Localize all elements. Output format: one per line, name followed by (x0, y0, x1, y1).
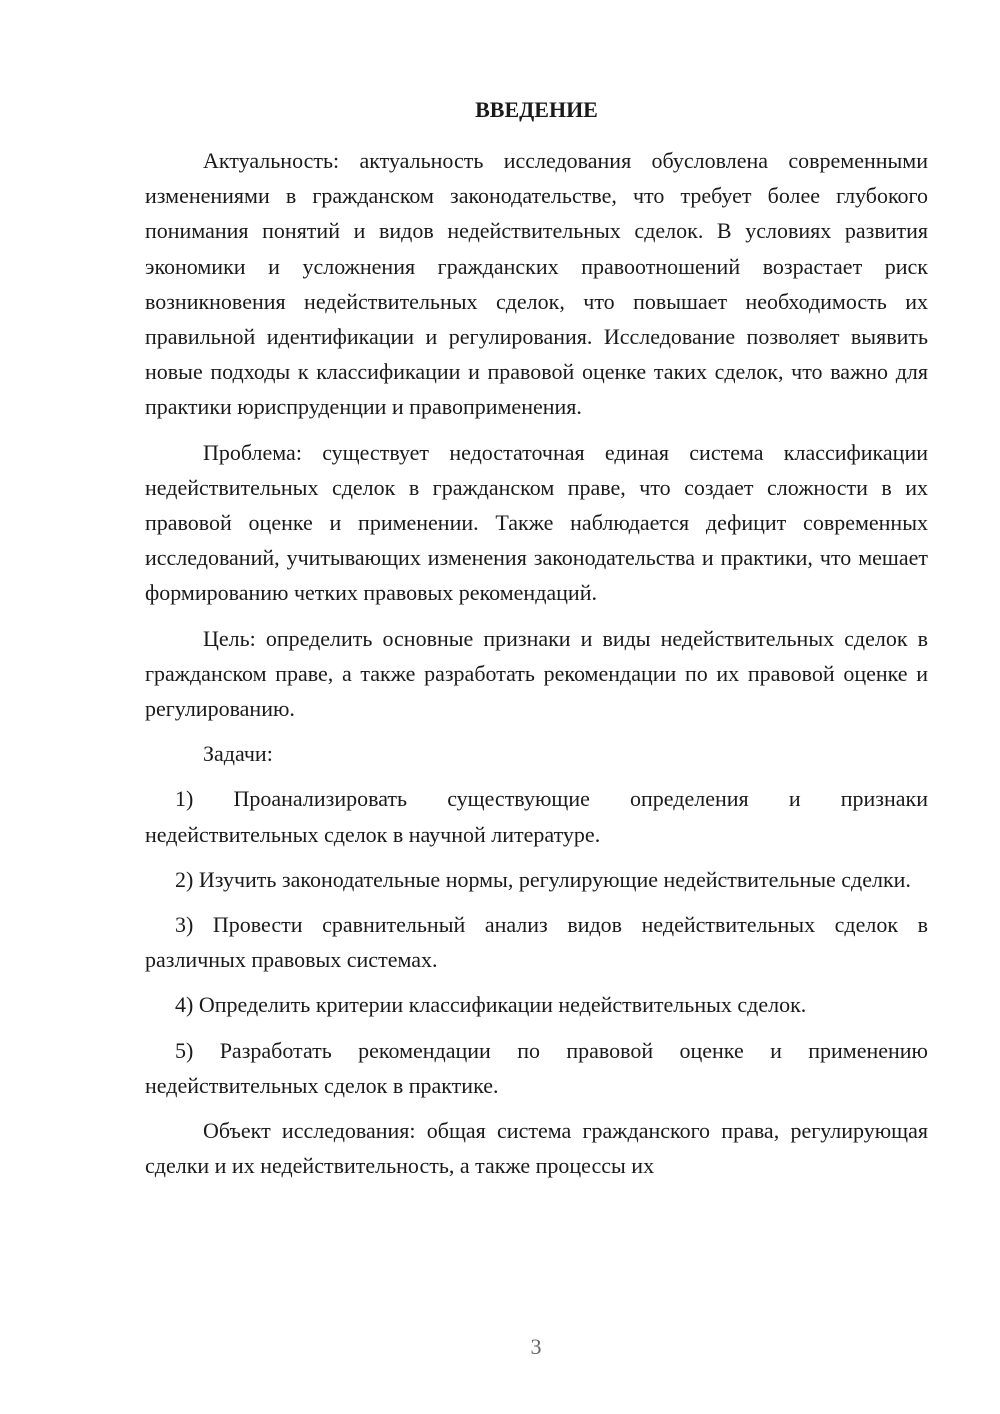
task-item-5: 5) Разработать рекомендации по правовой оценке и применению недействительных сделок в практике. (145, 1037, 928, 1098)
task-item-4: 4) Определить критерии классификации недействительных сделок. (175, 992, 807, 1018)
paragraph-problem: Проблема: существует недостаточная единая система классификации недействительных сделок в гражданском праве, что создает сложности в их правовой оценке и применении. Также наблюдается дефицит современных исследований, учитывающих изменения законодательства и практики, что мешает формированию четких правовых рекомендаций. (145, 439, 928, 606)
page-number: 3 (530, 1334, 542, 1359)
tasks-heading: Задачи: (203, 741, 273, 767)
task-item-2: 2) Изучить законодательные нормы, регулирующие недействительные сделки. (175, 866, 911, 892)
paragraph-object: Объект исследования: общая система гражданского права, регулирующая сделки и их недействительность, а также процессы их (145, 1118, 928, 1179)
task-item-1: 1) Проанализировать существующие определения и признаки недействительных сделок в научной литературе. (145, 786, 928, 847)
paragraph-relevance: Актуальность: актуальность исследования обусловлена современными изменениями в гражданском законодательстве, что требует более глубокого понимания понятий и видов недействительных сделок. В условиях развития экономики и усложнения гражданских правоотношений возрастает риск возникновения недействительных сделок, что повышает необходимость их правильной идентификации и регулирования. Исследование позволяет выявить новые подходы к классификации и правовой оценке таких сделок, что важно для практики юриспруденции и правоприменения. (145, 148, 928, 420)
section-title: ВВЕДЕНИЕ (475, 97, 598, 122)
paragraph-goal: Цель: определить основные признаки и виды недействительных сделок в гражданском праве, а также разработать рекомендации по их правовой оценке и регулированию. (145, 625, 928, 722)
page-content (145, 92, 928, 1193)
task-item-3: 3) Провести сравнительный анализ видов недействительных сделок в различных правовых системах. (145, 912, 928, 973)
